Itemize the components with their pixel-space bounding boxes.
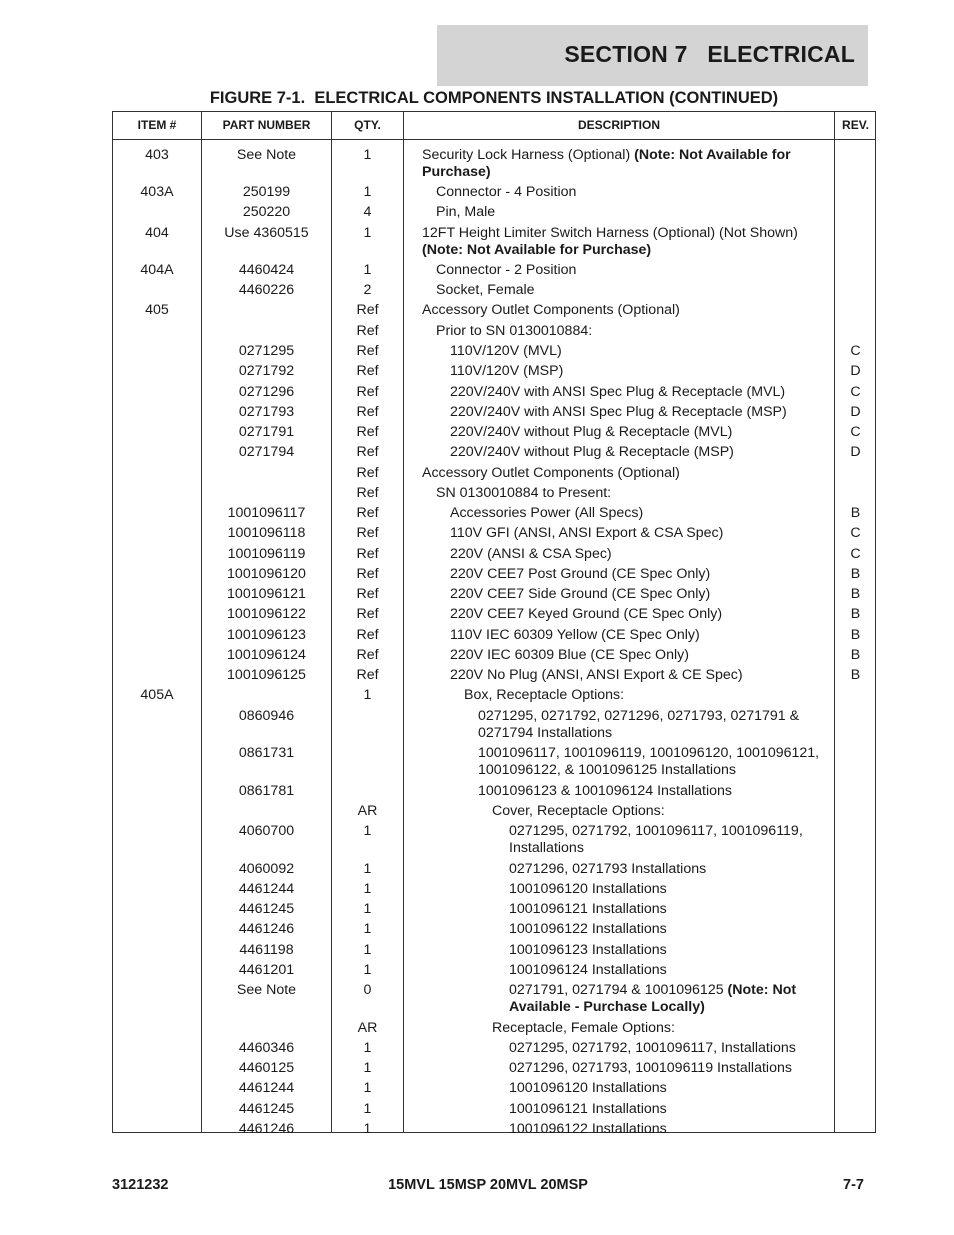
description-cell bbox=[478, 783, 829, 800]
qty-cell: 1 bbox=[363, 1121, 372, 1137]
description-text: 110V IEC 60309 Yellow (CE Spec Only) bbox=[450, 627, 700, 643]
rev-cell: B bbox=[850, 647, 861, 663]
description-text: Socket, Female bbox=[436, 282, 535, 298]
part-number-cell: 4461244 bbox=[238, 1080, 295, 1096]
description-text: 1001096121 Installations bbox=[509, 901, 667, 917]
description-cell bbox=[450, 566, 829, 583]
column-header-rev: REV. bbox=[842, 118, 869, 132]
description-text: 220V CEE7 Keyed Ground (CE Spec Only) bbox=[450, 606, 723, 622]
description-cell bbox=[436, 204, 829, 221]
qty-cell: AR bbox=[357, 803, 378, 819]
qty-cell: Ref bbox=[356, 404, 379, 420]
rev-cell: C bbox=[850, 343, 861, 359]
description-text: 110V/120V (MSP) bbox=[450, 363, 564, 379]
description-cell bbox=[450, 667, 829, 684]
qty-cell: Ref bbox=[356, 505, 379, 521]
description-cell bbox=[492, 803, 829, 820]
description-text: 1001096123 Installations bbox=[509, 942, 667, 958]
qty-cell: 1 bbox=[363, 262, 372, 278]
description-text: Receptacle, Female Options: bbox=[492, 1020, 675, 1036]
part-number-cell: 4460346 bbox=[238, 1040, 295, 1056]
part-number-cell: 0271792 bbox=[238, 363, 295, 379]
description-cell bbox=[436, 485, 829, 502]
qty-cell: 1 bbox=[363, 901, 372, 917]
description-text: 1001096121 Installations bbox=[509, 1101, 667, 1117]
page-footer bbox=[112, 1177, 864, 1197]
description-text: 12FT Height Limiter Switch Harness (Optional) (Not Shown) bbox=[422, 225, 798, 241]
qty-cell: 1 bbox=[363, 1080, 372, 1096]
description-cell bbox=[509, 861, 829, 878]
description-cell bbox=[436, 262, 829, 279]
qty-cell: Ref bbox=[356, 363, 379, 379]
description-cell bbox=[509, 1060, 829, 1077]
figure-title: FIGURE 7-1. ELECTRICAL COMPONENTS INSTALLATION (CONTINUED) bbox=[209, 89, 779, 107]
description-text: 1001096120 Installations bbox=[509, 881, 667, 897]
description-text: 0271295, 0271792, 1001096117, Installations bbox=[509, 1040, 796, 1056]
description-text: 110V/120V (MVL) bbox=[450, 343, 562, 359]
rev-cell: B bbox=[850, 566, 861, 582]
item-number-cell: 403 bbox=[145, 147, 169, 163]
rev-cell: C bbox=[850, 525, 861, 541]
description-note: (Note: Not Available for Purchase) bbox=[422, 242, 652, 258]
qty-cell: Ref bbox=[356, 667, 379, 683]
description-text: Pin, Male bbox=[436, 204, 496, 220]
description-cell bbox=[422, 147, 829, 181]
item-number-cell: 405A bbox=[140, 687, 174, 703]
part-number-cell: 1001096118 bbox=[227, 525, 306, 541]
qty-cell: 4 bbox=[363, 204, 372, 220]
rev-cell: B bbox=[850, 586, 861, 602]
qty-cell: Ref bbox=[356, 465, 379, 481]
description-note: (Note: Not Available for Purchase) bbox=[422, 147, 791, 180]
description-cell bbox=[509, 1080, 829, 1097]
part-number-cell: 4461201 bbox=[238, 962, 295, 978]
part-number-cell: 4461246 bbox=[238, 1121, 295, 1137]
part-number-cell: 0271295 bbox=[238, 343, 295, 359]
qty-cell: Ref bbox=[356, 525, 379, 541]
description-text: 110V GFI (ANSI, ANSI Export & CSA Spec) bbox=[450, 525, 724, 541]
qty-cell: 1 bbox=[363, 942, 372, 958]
description-text: 1001096124 Installations bbox=[509, 962, 667, 978]
rev-cell: D bbox=[850, 363, 861, 379]
table-header bbox=[113, 112, 875, 140]
qty-cell: AR bbox=[357, 1020, 378, 1036]
qty-cell: 1 bbox=[363, 921, 372, 937]
description-cell bbox=[422, 465, 829, 482]
qty-cell: Ref bbox=[356, 627, 379, 643]
qty-cell: 1 bbox=[363, 1060, 372, 1076]
description-cell bbox=[436, 323, 829, 340]
qty-cell: 1 bbox=[363, 1101, 372, 1117]
description-cell bbox=[450, 586, 829, 603]
part-number-cell: 1001096117 bbox=[227, 505, 306, 521]
qty-cell: Ref bbox=[356, 343, 379, 359]
part-number-cell: 4461198 bbox=[239, 942, 294, 958]
column-divider bbox=[403, 112, 404, 1132]
section-title: SECTION 7 ELECTRICAL bbox=[564, 41, 855, 67]
description-text: Connector - 4 Position bbox=[436, 184, 577, 200]
rev-cell: C bbox=[850, 384, 861, 400]
part-number-cell: 0861731 bbox=[238, 745, 295, 761]
part-number-cell: 250220 bbox=[242, 204, 291, 220]
description-cell bbox=[509, 823, 829, 857]
part-number-cell: 4460424 bbox=[238, 262, 295, 278]
qty-cell: 1 bbox=[363, 147, 372, 163]
item-number-cell: 405 bbox=[145, 302, 169, 318]
description-cell bbox=[422, 302, 829, 319]
footer-manual-number: 3121232 bbox=[112, 1177, 169, 1193]
part-number-cell: 4460226 bbox=[238, 282, 295, 298]
description-cell bbox=[450, 384, 829, 401]
part-number-cell: 4461245 bbox=[238, 1101, 295, 1117]
description-text: 220V/240V with ANSI Spec Plug & Receptacle (MVL) bbox=[450, 384, 786, 400]
qty-cell: 1 bbox=[363, 184, 372, 200]
description-note: (Note: Not Available - Purchase Locally) bbox=[509, 982, 797, 1015]
qty-cell: Ref bbox=[356, 647, 379, 663]
parts-table bbox=[112, 111, 876, 1137]
description-cell bbox=[509, 962, 829, 979]
description-text: 1001096120 Installations bbox=[509, 1080, 667, 1096]
part-number-cell: 1001096121 bbox=[227, 586, 306, 602]
description-text: 220V/240V without Plug & Receptacle (MSP) bbox=[450, 444, 734, 460]
qty-cell: 1 bbox=[363, 861, 372, 877]
description-text: 1001096123 & 1001096124 Installations bbox=[478, 783, 733, 799]
part-number-cell: 0271793 bbox=[238, 404, 295, 420]
description-cell bbox=[478, 745, 829, 779]
description-cell bbox=[436, 282, 829, 299]
qty-cell: Ref bbox=[356, 546, 379, 562]
description-text: Connector - 2 Position bbox=[436, 262, 577, 278]
column-header-qty: QTY. bbox=[354, 118, 381, 132]
item-number-cell: 404 bbox=[145, 225, 169, 241]
description-cell bbox=[464, 687, 829, 704]
item-number-cell: 403A bbox=[140, 184, 174, 200]
part-number-cell: 0861781 bbox=[238, 783, 295, 799]
description-text: 0271296, 0271793 Installations bbox=[509, 861, 707, 877]
section-banner bbox=[437, 25, 868, 86]
description-cell bbox=[509, 921, 829, 938]
rev-cell: B bbox=[850, 627, 861, 643]
part-number-cell: 0271794 bbox=[238, 444, 295, 460]
qty-cell: Ref bbox=[356, 424, 379, 440]
part-number-cell: 4461245 bbox=[238, 901, 295, 917]
part-number-cell: 4060700 bbox=[238, 823, 295, 839]
qty-cell: Ref bbox=[356, 444, 379, 460]
description-cell bbox=[450, 505, 829, 522]
description-cell bbox=[492, 1020, 829, 1037]
description-text: Accessory Outlet Components (Optional) bbox=[422, 302, 680, 318]
description-cell bbox=[450, 546, 829, 563]
qty-cell: Ref bbox=[356, 566, 379, 582]
column-header-description: DESCRIPTION bbox=[577, 118, 660, 132]
qty-cell: 1 bbox=[363, 687, 372, 703]
description-text: 220V CEE7 Post Ground (CE Spec Only) bbox=[450, 566, 711, 582]
part-number-cell: 4461246 bbox=[238, 921, 295, 937]
column-header-part-number: PART NUMBER bbox=[222, 118, 311, 132]
part-number-cell: 1001096125 bbox=[227, 667, 306, 683]
description-text: 0271295, 0271792, 0271296, 0271793, 0271791 & 0271794 Installations bbox=[478, 708, 800, 741]
description-text: 1001096122 Installations bbox=[509, 1121, 667, 1137]
qty-cell: Ref bbox=[356, 485, 379, 501]
footer-models: 15MVL 15MSP 20MVL 20MSP bbox=[388, 1177, 588, 1193]
description-text: Accessories Power (All Specs) bbox=[450, 505, 644, 521]
part-number-cell: 4460125 bbox=[238, 1060, 295, 1076]
rev-cell: D bbox=[850, 404, 861, 420]
qty-cell: Ref bbox=[356, 586, 379, 602]
part-number-cell: 1001096123 bbox=[227, 627, 306, 643]
rev-cell: D bbox=[850, 444, 861, 460]
description-text: Box, Receptacle Options: bbox=[464, 687, 625, 703]
footer-page-number: 7-7 bbox=[843, 1177, 864, 1193]
part-number-cell: 250199 bbox=[242, 184, 291, 200]
description-cell bbox=[509, 1101, 829, 1118]
part-number-cell: 4461244 bbox=[238, 881, 295, 897]
description-cell bbox=[450, 424, 829, 441]
part-number-cell: 1001096122 bbox=[227, 606, 306, 622]
qty-cell: Ref bbox=[356, 384, 379, 400]
qty-cell: Ref bbox=[356, 302, 379, 318]
description-cell bbox=[450, 525, 829, 542]
part-number-cell: 4060092 bbox=[238, 861, 295, 877]
qty-cell: 0 bbox=[363, 982, 372, 998]
description-cell bbox=[436, 184, 829, 201]
qty-cell: 1 bbox=[363, 881, 372, 897]
description-text: 0271791, 0271794 & 1001096125 bbox=[509, 982, 728, 998]
part-number-cell: 1001096120 bbox=[227, 566, 306, 582]
description-cell bbox=[450, 404, 829, 421]
qty-cell: 2 bbox=[363, 282, 372, 298]
description-cell bbox=[509, 901, 829, 918]
description-cell bbox=[450, 627, 829, 644]
description-cell bbox=[422, 225, 829, 259]
qty-cell: Ref bbox=[356, 606, 379, 622]
description-cell bbox=[450, 363, 829, 380]
description-cell bbox=[450, 647, 829, 664]
description-cell bbox=[450, 606, 829, 623]
part-number-cell: 0271791 bbox=[238, 424, 295, 440]
description-cell bbox=[509, 942, 829, 959]
part-number-cell: 0860946 bbox=[238, 708, 295, 724]
description-text: 220V CEE7 Side Ground (CE Spec Only) bbox=[450, 586, 711, 602]
qty-cell: 1 bbox=[363, 962, 372, 978]
part-number-cell: Use 4360515 bbox=[224, 225, 309, 241]
description-text: SN 0130010884 to Present: bbox=[436, 485, 612, 501]
description-text: 220V (ANSI & CSA Spec) bbox=[450, 546, 612, 562]
description-cell bbox=[509, 982, 829, 1016]
part-number-cell: 1001096119 bbox=[227, 546, 306, 562]
description-text: 220V No Plug (ANSI, ANSI Export & CE Spec) bbox=[450, 667, 743, 683]
description-text: 0271296, 0271793, 1001096119 Installations bbox=[509, 1060, 792, 1076]
description-cell bbox=[509, 1040, 829, 1057]
description-text: 1001096122 Installations bbox=[509, 921, 667, 937]
rev-cell: B bbox=[850, 667, 861, 683]
description-text: Cover, Receptacle Options: bbox=[492, 803, 665, 819]
description-text: 1001096117, 1001096119, 1001096120, 1001096121, 1001096122, & 1001096125 Installations bbox=[478, 745, 820, 778]
part-number-cell: 1001096124 bbox=[227, 647, 306, 663]
description-text: 220V/240V without Plug & Receptacle (MVL) bbox=[450, 424, 733, 440]
qty-cell: 1 bbox=[363, 225, 372, 241]
rev-cell: C bbox=[850, 546, 861, 562]
rev-cell: B bbox=[850, 505, 861, 521]
description-text: 0271295, 0271792, 1001096117, 1001096119, Installations bbox=[509, 823, 803, 856]
description-text: Security Lock Harness (Optional) bbox=[422, 147, 635, 163]
column-header-item: ITEM # bbox=[137, 118, 177, 132]
part-number-cell: 0271296 bbox=[238, 384, 295, 400]
description-text: Prior to SN 0130010884: bbox=[436, 323, 593, 339]
description-cell bbox=[450, 343, 829, 360]
rev-cell: C bbox=[850, 424, 861, 440]
description-cell bbox=[509, 1121, 829, 1138]
qty-cell: 1 bbox=[363, 1040, 372, 1056]
description-text: 220V IEC 60309 Blue (CE Spec Only) bbox=[450, 647, 689, 663]
qty-cell: 1 bbox=[363, 823, 372, 839]
part-number-cell: See Note bbox=[236, 982, 297, 998]
item-number-cell: 404A bbox=[140, 262, 174, 278]
description-text: Accessory Outlet Components (Optional) bbox=[422, 465, 680, 481]
description-cell bbox=[478, 708, 829, 742]
qty-cell: Ref bbox=[356, 323, 379, 339]
description-cell bbox=[450, 444, 829, 461]
description-text: 220V/240V with ANSI Spec Plug & Receptacle (MSP) bbox=[450, 404, 787, 420]
part-number-cell: See Note bbox=[236, 147, 297, 163]
rev-cell: B bbox=[850, 606, 861, 622]
description-cell bbox=[509, 881, 829, 898]
